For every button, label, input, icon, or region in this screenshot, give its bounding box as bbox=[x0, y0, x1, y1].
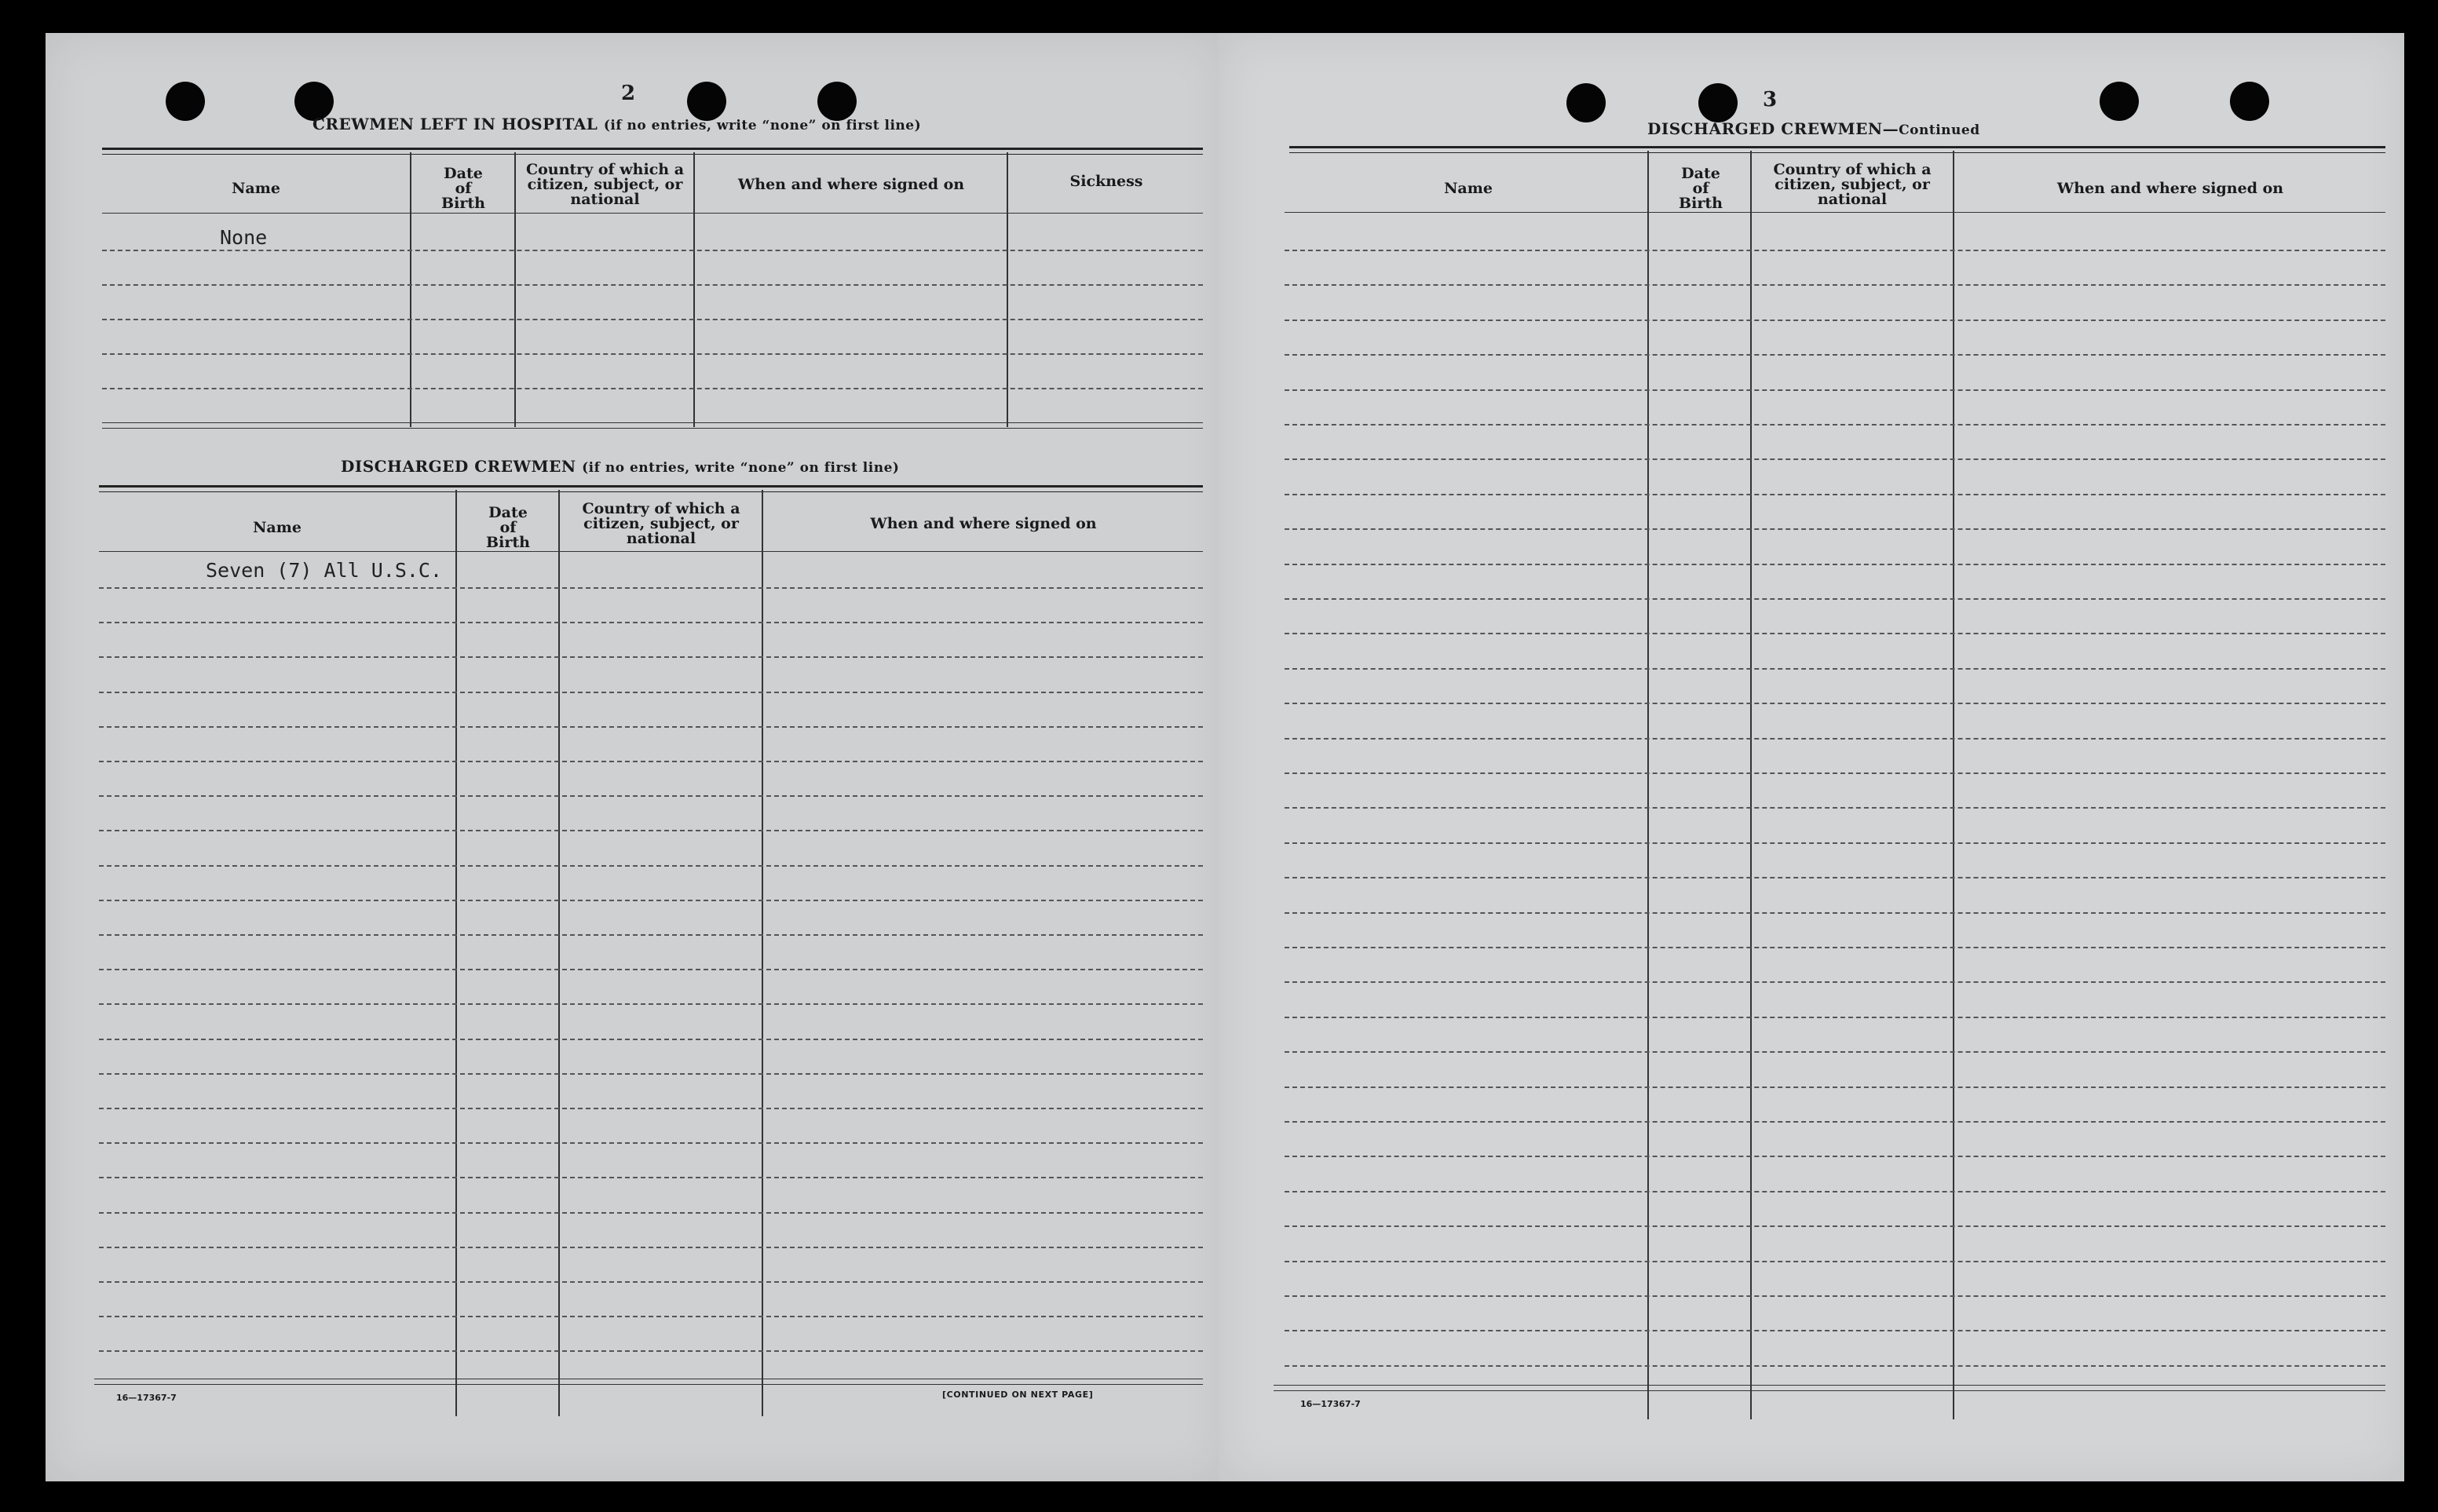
entry-line bbox=[99, 865, 1203, 867]
entry-line bbox=[1285, 564, 2385, 565]
column-divider bbox=[410, 152, 411, 427]
form-code: 16—17367-7 bbox=[1300, 1399, 1361, 1409]
table-top-rule bbox=[99, 485, 1203, 492]
punch-hole bbox=[1698, 83, 1738, 122]
entry-line bbox=[1285, 981, 2385, 983]
entry-line bbox=[99, 622, 1203, 623]
hospital-title-note: (if no entries, write “none” on first line) bbox=[603, 118, 922, 133]
punch-hole bbox=[2100, 82, 2139, 121]
entry-line bbox=[99, 726, 1203, 728]
column-divider bbox=[693, 152, 695, 427]
entry-line bbox=[1285, 494, 2385, 495]
entry-line bbox=[99, 1003, 1203, 1005]
entry-line bbox=[99, 1316, 1203, 1317]
col-header-signed-on: When and where signed on bbox=[2056, 179, 2284, 197]
dob-line: Date bbox=[1681, 164, 1720, 182]
country-line: Country of which a bbox=[1773, 160, 1932, 178]
entry-line bbox=[1285, 458, 2385, 460]
column-divider bbox=[1953, 151, 1954, 1419]
entry-line bbox=[1285, 1295, 2385, 1297]
col-header-name: Name bbox=[1444, 179, 1493, 197]
entry-line bbox=[1285, 912, 2385, 914]
entry-line bbox=[99, 934, 1203, 936]
col-header-dob bbox=[458, 496, 558, 559]
col-header-country bbox=[1753, 157, 1952, 212]
col-header-dob bbox=[1650, 157, 1751, 220]
country-line: Country of which a bbox=[525, 160, 685, 178]
country-line: citizen, subject, or bbox=[583, 514, 739, 532]
col-header-signed-on: When and where signed on bbox=[737, 175, 965, 193]
right-page bbox=[1219, 33, 2404, 1481]
entry-line bbox=[99, 1350, 1203, 1352]
entry-line bbox=[1285, 877, 2385, 878]
continued-note: [CONTINUED ON NEXT PAGE] bbox=[942, 1390, 1094, 1400]
dob-line: of bbox=[1692, 179, 1709, 197]
entry-line bbox=[1285, 772, 2385, 774]
entry-line bbox=[99, 1142, 1203, 1144]
entry-line bbox=[1285, 842, 2385, 844]
entry-line bbox=[1285, 598, 2385, 600]
entry-line bbox=[99, 1281, 1203, 1283]
entry-line bbox=[1285, 1051, 2385, 1053]
dob-line: Birth bbox=[486, 533, 530, 551]
entry-line bbox=[99, 761, 1203, 762]
entry-line bbox=[99, 1177, 1203, 1178]
table-top-rule bbox=[102, 148, 1203, 155]
discharged-continued-title bbox=[1647, 119, 1980, 138]
dob-line: of bbox=[499, 518, 517, 536]
entry-line bbox=[1285, 668, 2385, 670]
entry-line bbox=[99, 1212, 1203, 1214]
column-divider bbox=[1647, 151, 1649, 1419]
dob-line: Date bbox=[444, 164, 483, 182]
entry-line bbox=[1285, 1121, 2385, 1123]
entry-line bbox=[1285, 1017, 2385, 1018]
entry-line bbox=[1285, 703, 2385, 704]
page-number: 2 bbox=[621, 82, 636, 105]
entry-line bbox=[1285, 320, 2385, 321]
column-divider bbox=[1750, 151, 1752, 1419]
col-header-name: Name bbox=[253, 518, 302, 536]
page-number: 3 bbox=[1763, 88, 1778, 111]
entry-line bbox=[1285, 1087, 2385, 1088]
hospital-title-text: CREWMEN LEFT IN HOSPITAL bbox=[313, 115, 598, 133]
table-bottom-rule bbox=[1274, 1390, 2385, 1391]
table-bottom-rule bbox=[1274, 1385, 2385, 1386]
column-divider bbox=[558, 490, 560, 1416]
hospital-section-title bbox=[313, 115, 921, 133]
header-rule bbox=[99, 551, 1203, 552]
entry-line bbox=[1285, 807, 2385, 809]
col-header-signed-on: When and where signed on bbox=[870, 514, 1097, 532]
entry-line bbox=[1285, 1225, 2385, 1227]
column-divider bbox=[762, 490, 763, 1416]
entry-line bbox=[102, 388, 1203, 389]
entry-line bbox=[102, 250, 1203, 251]
column-divider bbox=[455, 490, 457, 1416]
discharged-section-title bbox=[341, 457, 899, 476]
entry-line bbox=[99, 1247, 1203, 1248]
col-header-name: Name bbox=[232, 179, 280, 197]
dob-line: Date bbox=[488, 503, 528, 521]
continued-title-text: DISCHARGED CREWMEN— bbox=[1647, 119, 1899, 138]
entry-line bbox=[1285, 389, 2385, 391]
country-line: citizen, subject, or bbox=[527, 175, 683, 193]
entry-line bbox=[1285, 947, 2385, 948]
entry-line bbox=[102, 353, 1203, 355]
entry-line bbox=[99, 656, 1203, 658]
table-bottom-rule bbox=[102, 428, 1203, 429]
column-divider bbox=[514, 152, 516, 427]
entry-line bbox=[99, 1039, 1203, 1040]
entry-line bbox=[1285, 1330, 2385, 1331]
entry-line bbox=[99, 830, 1203, 831]
discharged-entry-name: Seven (7) All U.S.C. bbox=[206, 559, 443, 582]
header-rule bbox=[102, 213, 1203, 214]
col-header-country bbox=[561, 496, 762, 551]
entry-line bbox=[99, 795, 1203, 797]
continued-title-suffix: Continued bbox=[1899, 122, 1980, 138]
discharged-title-text: DISCHARGED CREWMEN bbox=[341, 457, 576, 476]
entry-line bbox=[1285, 1191, 2385, 1192]
punch-hole bbox=[1566, 83, 1606, 122]
entry-line bbox=[1285, 1365, 2385, 1367]
entry-line bbox=[99, 587, 1203, 589]
entry-line bbox=[1285, 1156, 2385, 1157]
entry-line bbox=[99, 692, 1203, 693]
col-header-sickness: Sickness bbox=[1069, 172, 1143, 190]
column-divider bbox=[1007, 152, 1008, 427]
entry-line bbox=[99, 1073, 1203, 1075]
table-bottom-rule bbox=[94, 1384, 1203, 1385]
entry-line bbox=[1285, 354, 2385, 356]
entry-line bbox=[1285, 738, 2385, 740]
punch-hole bbox=[166, 82, 205, 121]
entry-line bbox=[1285, 250, 2385, 251]
country-line: national bbox=[1817, 190, 1888, 208]
discharged-title-note: (if no entries, write “none” on first line) bbox=[582, 460, 900, 476]
table-top-rule bbox=[1289, 146, 2385, 153]
form-code: 16—17367-7 bbox=[116, 1393, 177, 1403]
left-page bbox=[46, 33, 1225, 1481]
country-line: Country of which a bbox=[582, 499, 740, 517]
entry-line bbox=[102, 284, 1203, 286]
table-bottom-rule bbox=[102, 422, 1203, 423]
header-rule bbox=[1285, 212, 2385, 213]
country-line: national bbox=[626, 529, 696, 547]
dob-line: of bbox=[455, 179, 472, 197]
dob-line: Birth bbox=[1679, 194, 1723, 212]
entry-line bbox=[1285, 284, 2385, 286]
entry-line bbox=[1285, 424, 2385, 425]
entry-line bbox=[1285, 1261, 2385, 1262]
entry-line bbox=[102, 319, 1203, 320]
hospital-entry-name: None bbox=[220, 226, 268, 249]
entry-line bbox=[1285, 633, 2385, 634]
entry-line bbox=[1285, 528, 2385, 530]
entry-line bbox=[99, 1108, 1203, 1109]
country-line: citizen, subject, or bbox=[1775, 175, 1930, 193]
col-header-dob bbox=[412, 157, 514, 220]
entry-line bbox=[99, 900, 1203, 901]
col-header-country bbox=[517, 157, 693, 212]
country-line: national bbox=[570, 190, 640, 208]
dob-line: Birth bbox=[441, 194, 485, 212]
entry-line bbox=[99, 969, 1203, 970]
punch-hole bbox=[2230, 82, 2269, 121]
